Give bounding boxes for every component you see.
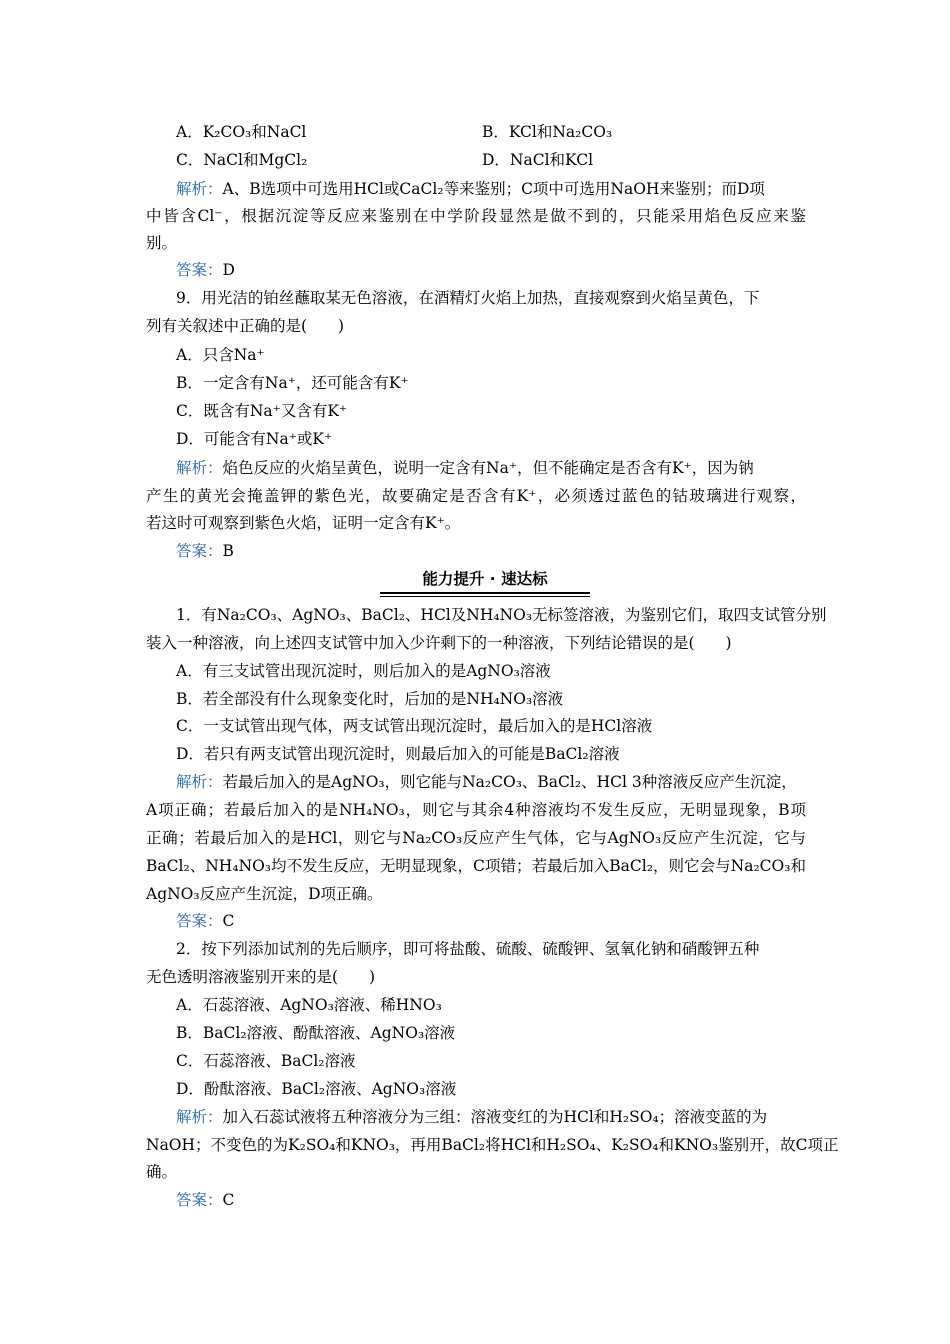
section-title: 能力提升 · 速达标 — [422, 570, 548, 588]
q9-option-d: D．可能含有Na⁺或K⁺ — [176, 430, 333, 448]
p1-analysis-line-4: BaCl₂、NH₄NO₃均不发生反应，无明显现象，C项错；若最后加入BaCl₂，则它会与Na₂CO₃和 — [146, 857, 806, 875]
p1-analysis-line-3: 正确；若最后加入的是HCl，则它与Na₂CO₃反应产生气体，它与AgNO₃反应产生沉淀，它与 — [146, 829, 806, 847]
p1-stem-line-2: 装入一种溶液，向上述四支试管中加入少许剩下的一种溶液，下列结论错误的是( ) — [146, 634, 732, 652]
section-title-underline-thin — [380, 596, 590, 597]
p1-analysis-line-2: A项正确；若最后加入的是NH₄NO₃，则它与其余4种溶液均不发生反应，无明显现象，B项 — [146, 801, 806, 819]
q9-analysis-line-3: 若这时可观察到紫色火焰，证明一定含有K⁺。 — [146, 514, 461, 532]
q8-analysis-line-2: 中皆含Cl⁻，根据沉淀等反应来鉴别在中学阶段显然是做不到的，只能采用焰色反应来鉴 — [146, 207, 806, 225]
p2-option-a: A．石蕊溶液、AgNO₃溶液、稀HNO₃ — [176, 996, 442, 1014]
p2-option-d: D．酚酞溶液、BaCl₂溶液、AgNO₃溶液 — [176, 1080, 457, 1098]
p1-option-d: D．若只有两支试管出现沉淀时，则最后加入的可能是BaCl₂溶液 — [176, 745, 620, 763]
q8-option-a: A．K₂CO₃和NaCl — [176, 123, 307, 141]
analysis-label: 解析： — [176, 180, 223, 198]
q8-analysis-line-1: 解析：A、B选项中可选用HCl或CaCl₂等来鉴别；C项中可选用NaOH来鉴别；而D项 — [176, 180, 765, 198]
q8-analysis-line-3: 别。 — [146, 234, 178, 252]
q8-option-d: D．NaCl和KCl — [482, 151, 594, 169]
p2-answer: 答案：C — [176, 1191, 235, 1209]
q8-option-b: B．KCl和Na₂CO₃ — [482, 123, 613, 141]
answer-label: 答案： — [176, 542, 223, 560]
p1-analysis-line-1: 解析：若最后加入的是AgNO₃，则它能与Na₂CO₃、BaCl₂、HCl 3种溶液反应产生沉淀， — [176, 773, 797, 791]
q9-stem-line-2: 列有关叙述中正确的是( ) — [146, 317, 345, 335]
analysis-label: 解析： — [176, 773, 223, 791]
answer-label: 答案： — [176, 1191, 223, 1209]
section-title-underline — [380, 592, 590, 594]
q9-option-a: A．只含Na⁺ — [176, 346, 265, 364]
q8-option-c: C．NaCl和MgCl₂ — [176, 151, 308, 169]
analysis-label: 解析： — [176, 459, 223, 477]
p1-answer: 答案：C — [176, 912, 235, 930]
p2-analysis-line-2: NaOH；不变色的为K₂SO₄和KNO₃，再用BaCl₂将HCl和H₂SO₄、K₂SO₄和KNO₃鉴别开，故C项正 — [146, 1136, 839, 1154]
p2-option-c: C．石蕊溶液、BaCl₂溶液 — [176, 1052, 356, 1070]
p1-analysis-line-5: AgNO₃反应产生沉淀，D项正确。 — [146, 885, 383, 903]
q9-analysis-line-2: 产生的黄光会掩盖钾的紫色光，故要确定是否含有K⁺，必须透过蓝色的钴玻璃进行观察， — [146, 487, 806, 505]
q9-stem-line-1: 9．用光洁的铂丝蘸取某无色溶液，在酒精灯火焰上加热，直接观察到火焰呈黄色，下 — [176, 289, 760, 307]
q9-option-c: C．既含有Na⁺又含有K⁺ — [176, 402, 348, 420]
p2-analysis-line-3: 确。 — [146, 1163, 178, 1181]
q8-answer: 答案：D — [176, 261, 235, 279]
p2-option-b: B．BaCl₂溶液、酚酞溶液、AgNO₃溶液 — [176, 1024, 456, 1042]
analysis-label: 解析： — [176, 1108, 223, 1126]
answer-label: 答案： — [176, 261, 223, 279]
q9-answer: 答案：B — [176, 542, 234, 560]
p1-option-c: C．一支试管出现气体，两支试管出现沉淀时，最后加入的是HCl溶液 — [176, 717, 653, 735]
p2-stem-line-1: 2．按下列添加试剂的先后顺序，即可将盐酸、硫酸、硫酸钾、氢氧化钠和硝酸钾五种 — [176, 940, 760, 958]
p2-analysis-line-1: 解析：加入石蕊试液将五种溶液分为三组：溶液变红的为HCl和H₂SO₄；溶液变蓝的为 — [176, 1108, 768, 1126]
p1-option-a: A．有三支试管出现沉淀时，则后加入的是AgNO₃溶液 — [176, 662, 551, 680]
answer-label: 答案： — [176, 912, 223, 930]
p1-stem-line-1: 1．有Na₂CO₃、AgNO₃、BaCl₂、HCl及NH₄NO₃无标签溶液，为鉴别它们，取四支试管分别 — [176, 606, 827, 624]
q9-analysis-line-1: 解析：焰色反应的火焰呈黄色，说明一定含有Na⁺，但不能确定是否含有K⁺，因为钠 — [176, 459, 754, 477]
p1-option-b: B．若全部没有什么现象变化时，后加的是NH₄NO₃溶液 — [176, 690, 564, 708]
q9-option-b: B．一定含有Na⁺，还可能含有K⁺ — [176, 374, 409, 392]
p2-stem-line-2: 无色透明溶液鉴别开来的是( ) — [146, 968, 376, 986]
